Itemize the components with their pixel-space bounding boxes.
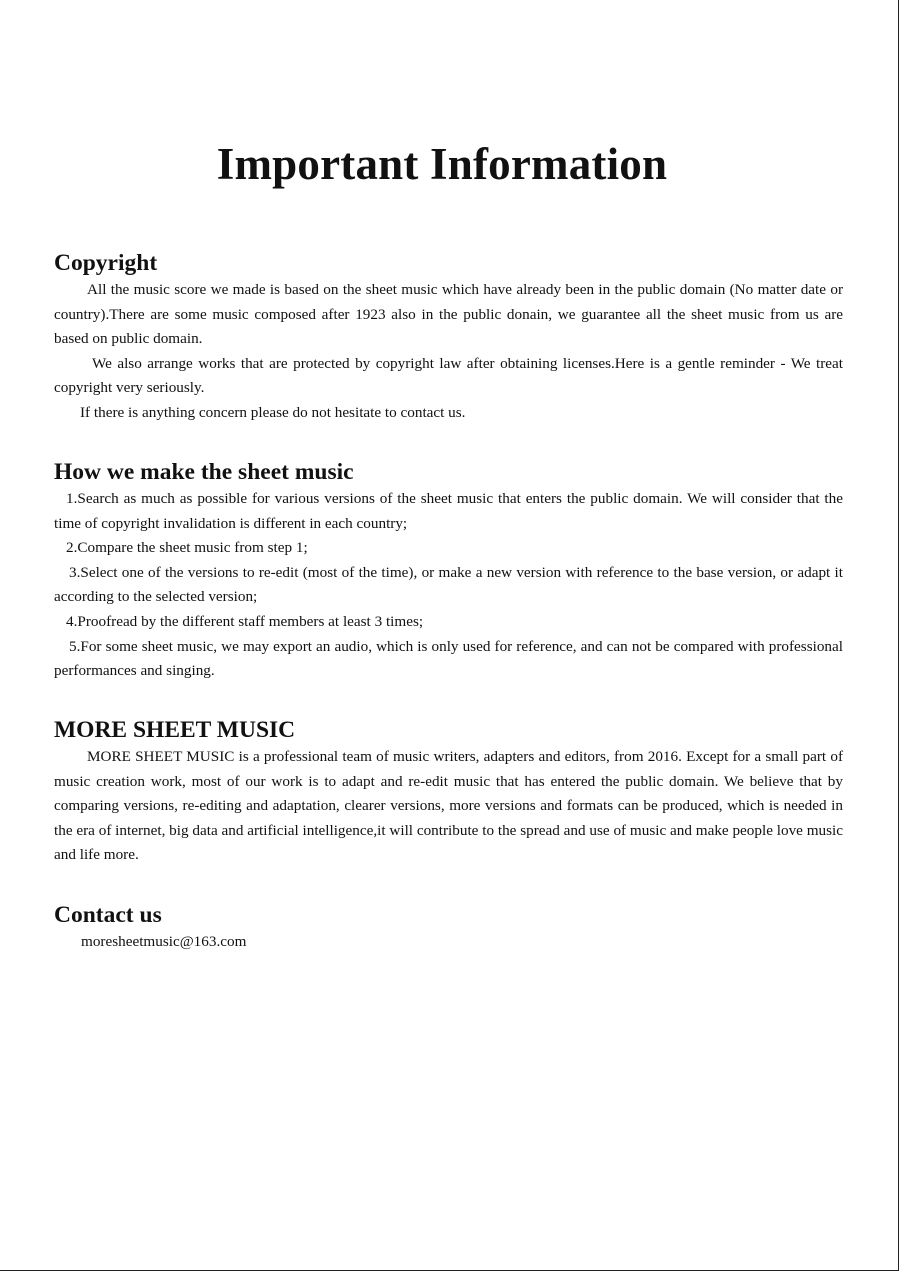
- how-step-3: 3.Select one of the versions to re-edit (most of the time), or make a new version with reference to the base version, or adapt it according to the selected version;: [54, 563, 843, 606]
- contact-heading: Contact us: [54, 902, 162, 928]
- more-sheet-music-heading: MORE SHEET MUSIC: [54, 717, 296, 743]
- page-title: Important Information: [216, 139, 668, 189]
- how-step-2: 2.Compare the sheet music from step 1;: [66, 539, 308, 557]
- contact-section: [54, 900, 843, 954]
- more-sheet-music-paragraph: MORE SHEET MUSIC is a professional team of music writers, adapters and editors, from 2016. Except for a small part of music creation work, most of our work is to adapt and re-edit music that has entered the public domain. We believe that by comparing versions, re-editing and adaptation, clearer versions, more versions and formats can be produced, which is needed in the era of internet, big data and artificial intelligence,it will contribute to the spread and use of music and make people love music and life more.: [54, 748, 843, 864]
- how-step-1: 1.Search as much as possible for various versions of the sheet music that enters the public domain. We will consider that the time of copyright invalidation is different in each country;: [54, 490, 843, 532]
- contact-email[interactable]: moresheetmusic@163.com: [81, 933, 247, 950]
- more-sheet-music-section: [54, 715, 843, 868]
- copyright-paragraph-1: All the music score we made is based on the sheet music which have already been in the public domain (No matter date or country).There are some music composed after 1923 also in the public donain, we guarantee all the sheet music from us are based on public domain.: [54, 281, 843, 348]
- how-step-5: 5.For some sheet music, we may export an audio, which is only used for reference, and can not be compared with professional performances and singing.: [54, 637, 843, 680]
- copyright-section: [54, 248, 843, 426]
- how-step-4: 4.Proofread by the different staff members at least 3 times;: [66, 612, 424, 630]
- how-heading: How we make the sheet music: [54, 459, 354, 485]
- copyright-heading: Copyright: [54, 250, 158, 276]
- copyright-paragraph-2: We also arrange works that are protected by copyright law after obtaining licenses.Here is a gentle reminder - We treat copyright very seriously.: [54, 354, 843, 397]
- how-section: [54, 457, 843, 684]
- copyright-paragraph-3: If there is anything concern please do not hesitate to contact us.: [80, 403, 466, 421]
